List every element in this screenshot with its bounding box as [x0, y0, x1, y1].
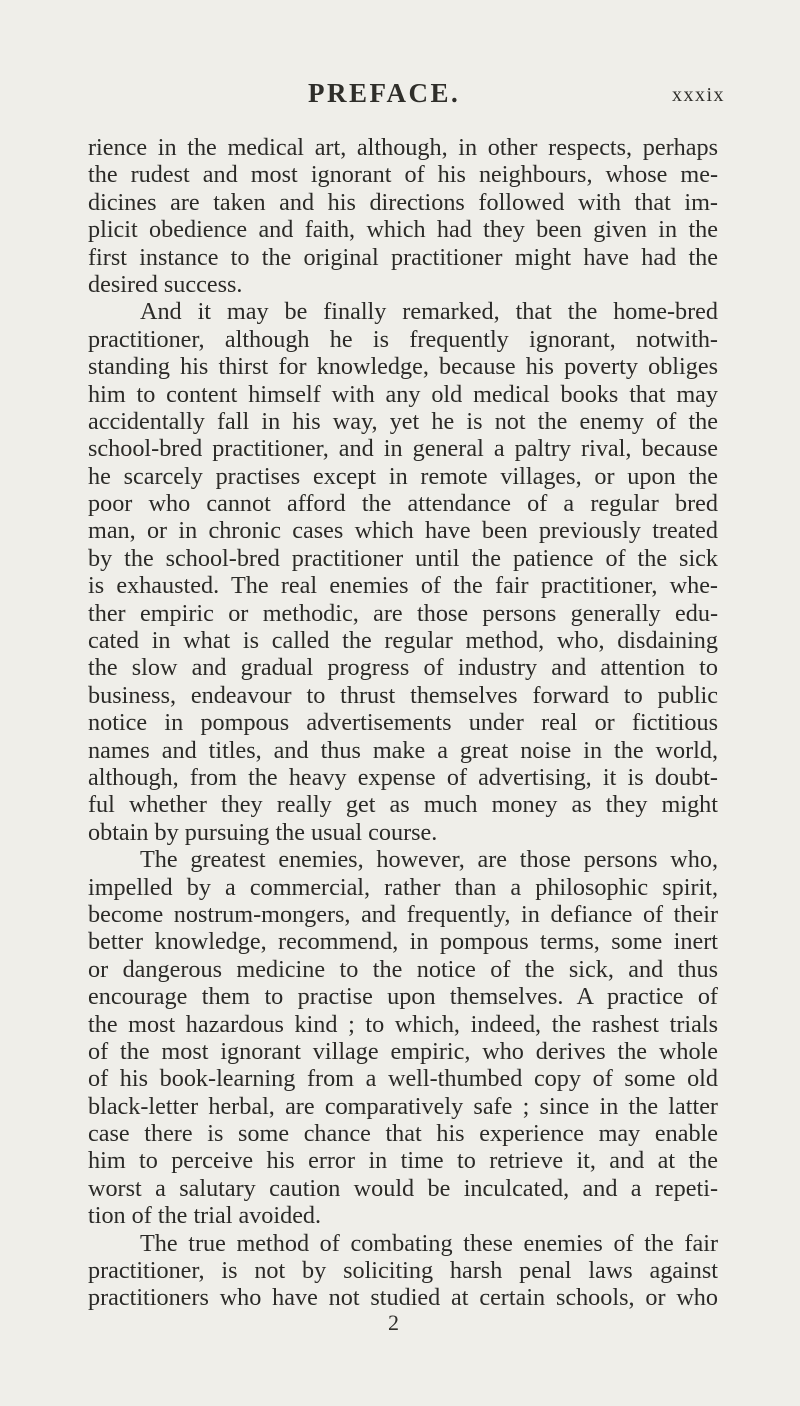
text-line: man, or in chronic cases which have been previously treated [88, 517, 718, 545]
text-line: encourage them to practise upon themselves. A practice of [88, 983, 718, 1011]
signature-mark: 2 [388, 1310, 399, 1335]
text-line: impelled by a commercial, rather than a philosophic spirit, [88, 873, 718, 901]
text-line: standing his thirst for knowledge, because his poverty obliges [88, 353, 718, 381]
text-line: him to perceive his error in time to retrieve it, and at the [88, 1147, 718, 1175]
text-line: school-bred practitioner, and in general a paltry rival, because [88, 435, 718, 463]
text-line: better knowledge, recommend, in pompous terms, some inert [88, 928, 718, 956]
paragraph-start-line: The true method of combating these enemies of the fair [140, 1229, 718, 1257]
text-line: by the school-bred practitioner until the patience of the sick [88, 544, 718, 572]
text-line: practitioner, is not by soliciting harsh penal laws against [88, 1257, 718, 1285]
text-line: first instance to the original practitioner might have had the [88, 243, 718, 271]
text-line: cated in what is called the regular method, who, disdaining [88, 627, 718, 655]
text-line: notice in pompous advertisements under real or fictitious [88, 709, 718, 737]
text-line: names and titles, and thus make a great noise in the world, [88, 736, 718, 764]
text-line: obtain by pursuing the usual course. [88, 818, 438, 846]
text-line: poor who cannot afford the attendance of a regular bred [88, 490, 718, 518]
text-line: tion of the trial avoided. [88, 1202, 322, 1230]
text-line: ful whether they really get as much money as they might [88, 791, 718, 819]
text-line: business, endeavour to thrust themselves forward to public [88, 681, 718, 709]
text-line: case there is some chance that his experience may enable [88, 1120, 718, 1148]
text-line: although, from the heavy expense of advertising, it is doubt- [88, 763, 718, 791]
text-line: of the most ignorant village empiric, who derives the whole [88, 1037, 718, 1065]
text-line: the rudest and most ignorant of his neighbours, whose me- [88, 161, 718, 189]
paragraph-start-line: And it may be finally remarked, that the home-bred [140, 298, 718, 326]
text-line: black-letter herbal, are comparatively safe ; since in the latter [88, 1092, 718, 1120]
text-line: or dangerous medicine to the notice of the sick, and thus [88, 955, 718, 983]
text-line: desired success. [88, 270, 243, 298]
text-line: of his book-learning from a well-thumbed copy of some old [88, 1065, 718, 1093]
paragraph-start-line: The greatest enemies, however, are those persons who, [140, 846, 718, 874]
text-line: ther empiric or methodic, are those persons generally edu- [88, 599, 718, 627]
text-line: is exhausted. The real enemies of the fair practitioner, whe- [88, 572, 718, 600]
running-title: PREFACE. [308, 78, 461, 108]
text-line: accidentally fall in his way, yet he is not the enemy of the [88, 407, 718, 435]
running-head [0, 78, 800, 118]
text-line: dicines are taken and his directions followed with that im- [88, 188, 718, 216]
text-line: the most hazardous kind ; to which, indeed, the rashest trials [88, 1010, 718, 1038]
text-line: become nostrum-mongers, and frequently, in defiance of their [88, 900, 718, 928]
text-line: the slow and gradual progress of industry and attention to [88, 654, 718, 682]
text-line: plicit obedience and faith, which had they been given in the [88, 216, 718, 244]
text-line: practitioners who have not studied at certain schools, or who [88, 1284, 718, 1312]
text-line: rience in the medical art, although, in other respects, perhaps [88, 134, 718, 161]
body-text [88, 134, 718, 1312]
text-line: he scarcely practises except in remote villages, or upon the [88, 462, 718, 490]
text-line: practitioner, although he is frequently ignorant, notwith- [88, 325, 718, 353]
page-number: xxxix [672, 84, 726, 106]
text-line: worst a salutary caution would be inculcated, and a repeti- [88, 1174, 718, 1202]
text-line: him to content himself with any old medical books that may [88, 380, 718, 408]
